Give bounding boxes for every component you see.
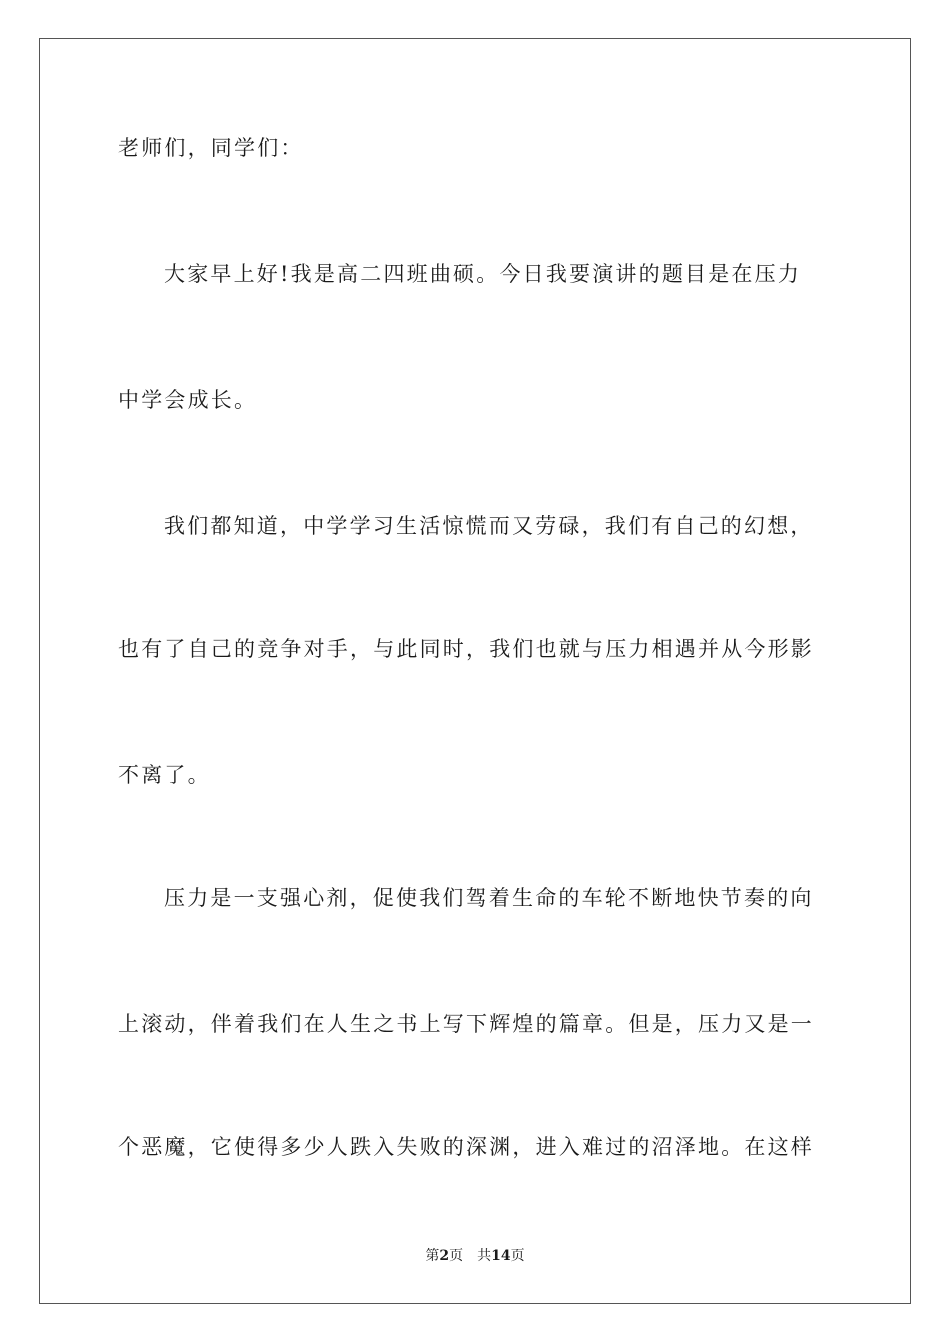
page-suffix: 页 <box>449 1248 464 1264</box>
paragraph-line: 上滚动，伴着我们在人生之书上写下辉煌的篇章。但是，压力又是一 <box>118 1012 814 1036</box>
page-border <box>39 38 911 1304</box>
salutation-line: 老师们，同学们： <box>118 136 304 160</box>
paragraph-line: 也有了自己的竞争对手，与此同时，我们也就与压力相遇并从今形影 <box>118 637 814 661</box>
paragraph-line: 不离了。 <box>118 763 211 787</box>
paragraph-line: 我们都知道，中学学习生活惊慌而又劳碌，我们有自己的幻想， <box>164 514 814 538</box>
total-suffix: 页 <box>510 1248 525 1264</box>
paragraph-line: 压力是一支强心剂，促使我们驾着生命的车轮不断地快节奏的向 <box>164 886 814 910</box>
paragraph-line: 大家早上好!我是高二四班曲硕。今日我要演讲的题目是在压力 <box>164 262 802 286</box>
page-footer <box>0 1247 950 1265</box>
total-page-number: 14 <box>491 1248 511 1264</box>
page-prefix: 第 <box>425 1248 440 1264</box>
total-prefix: 共 <box>477 1248 492 1264</box>
current-page-number: 2 <box>439 1248 450 1264</box>
paragraph-line: 个恶魔，它使得多少人跌入失败的深渊，进入难过的沼泽地。在这样 <box>118 1135 814 1159</box>
paragraph-line: 中学会成长。 <box>118 388 258 412</box>
